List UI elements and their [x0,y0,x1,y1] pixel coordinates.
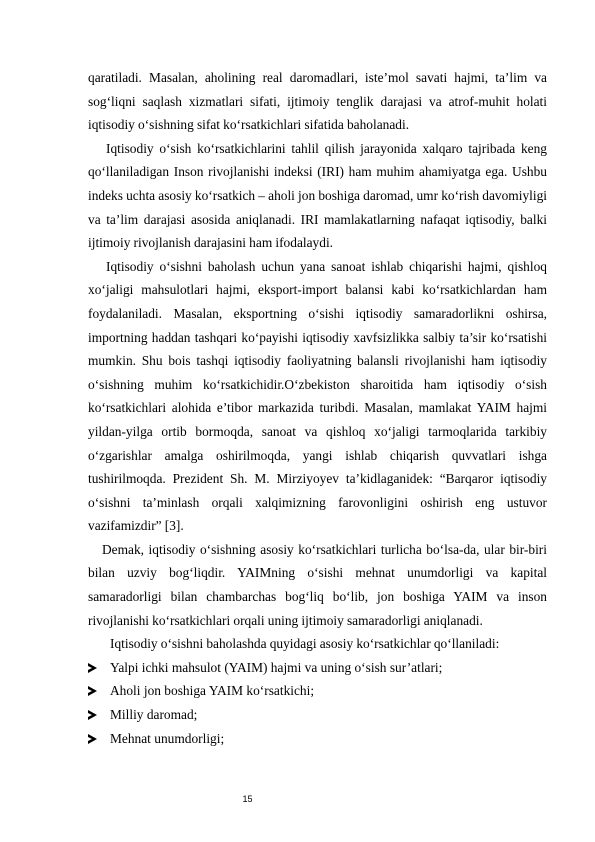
list-item-text: Aholi jon boshiga YAIM ko‘rsatkichi; [110,683,315,699]
list-item-text: Mehnat unumdorligi; [110,730,225,746]
indicator-list [88,656,547,750]
list-item-text: Milliy daromad; [110,707,198,723]
paragraph-2: Iqtisodiy o‘sish ko‘rsatkichlarini tahlil qilish jarayonida xalqaro tajribada keng qo‘llaniladigan Inson rivojlanishi indeksi (IRI) ham muhim ahamiyatga ega. Ushbu indeks uchta asosiy ko‘rsatkich – aholi jon boshiga daromad, umr ko‘rish davomiyligi va ta’lim darajasi asosida aniqlanadi. IRI mamlakatlarning nafaqat iqtisodiy, balki ijtimoiy rivojlanish darajasini ham ifodalaydi. [88,140,547,251]
arrow-bullet-icon [88,734,97,744]
document-body [88,66,547,750]
list-item [88,679,547,703]
paragraph-1: qaratiladi. Masalan, aholining real daromadlari, iste’mol savati hajmi, ta’lim va sog‘liqni saqlash xizmatlari sifati, ijtimoiy tenglik darajasi va atrof-muhit holati iqtisodiy o‘sishning sifat ko‘rsatkichlari sifatida baholanadi. [88,70,547,133]
list-item [88,703,547,727]
list-item-text: Yalpi ichki mahsulot (YAIM) hajmi va uning o‘sish sur’atlari; [110,659,443,675]
list-item [88,656,547,680]
paragraph-4: Demak, iqtisodiy o‘sishning asosiy ko‘rsatkichlari turlicha bo‘lsa-da, ular bir-biri bilan uzviy bog‘liqdir. YAIMning o‘sishi mehnat unumdorligi va kapital samaradorligi bilan chambarchas bog‘liq bo‘lib, jon boshiga YAIM va inson rivojlanishi ko‘rsatkichlari orqali uning ijtimoiy samaradorligi aniqlanadi. [88,541,547,628]
arrow-bullet-icon [88,663,97,673]
arrow-bullet-icon [88,710,97,720]
paragraph-5: Iqtisodiy o‘sishni baholashda quyidagi asosiy ko‘rsatkichlar qo‘llaniladi: [110,636,500,652]
paragraph-3: Iqtisodiy o‘sishni baholash uchun yana sanoat ishlab chiqarishi hajmi, qishloq xo‘jaligi mahsulotlari hajmi, eksport-import balansi kabi ko‘rsatkichlardan ham foydalaniladi. Masalan, eksportning o‘sishi iqtisodiy samaradorlikni oshirsa, importning haddan tashqari ko‘payishi iqtisodiy xavfsizlikka salbiy ta’sir ko‘rsatishi mumkin. Shu bois tashqi iqtisodiy faoliyatning balansli rivojlanishi ham iqtisodiy o‘sishning muhim ko‘rsatkichidir.O‘zbekiston sharoitida ham iqtisodiy o‘sish ko‘rsatkichlari alohida e’tibor markazida turibdi. Masalan, mamlakat YAIM hajmi yildan-yilga ortib bormoqda, sanoat va qishloq xo‘jaligi tarmoqlarida tarkibiy o‘zgarishlar amalga oshirilmoqda, yangi ishlab chiqarish quvvatlari ishga tushirilmoqda. Prezident Sh. M. Mirziyoyev ta’kidlaganidek: “Barqaror iqtisodiy o‘sishni ta’minlash orqali xalqimizning farovonligini oshirish eng ustuvor vazifamizdir” [3]. [88,258,547,534]
list-item [88,727,547,751]
arrow-bullet-icon [88,686,97,696]
page-number: 15 [242,794,253,804]
